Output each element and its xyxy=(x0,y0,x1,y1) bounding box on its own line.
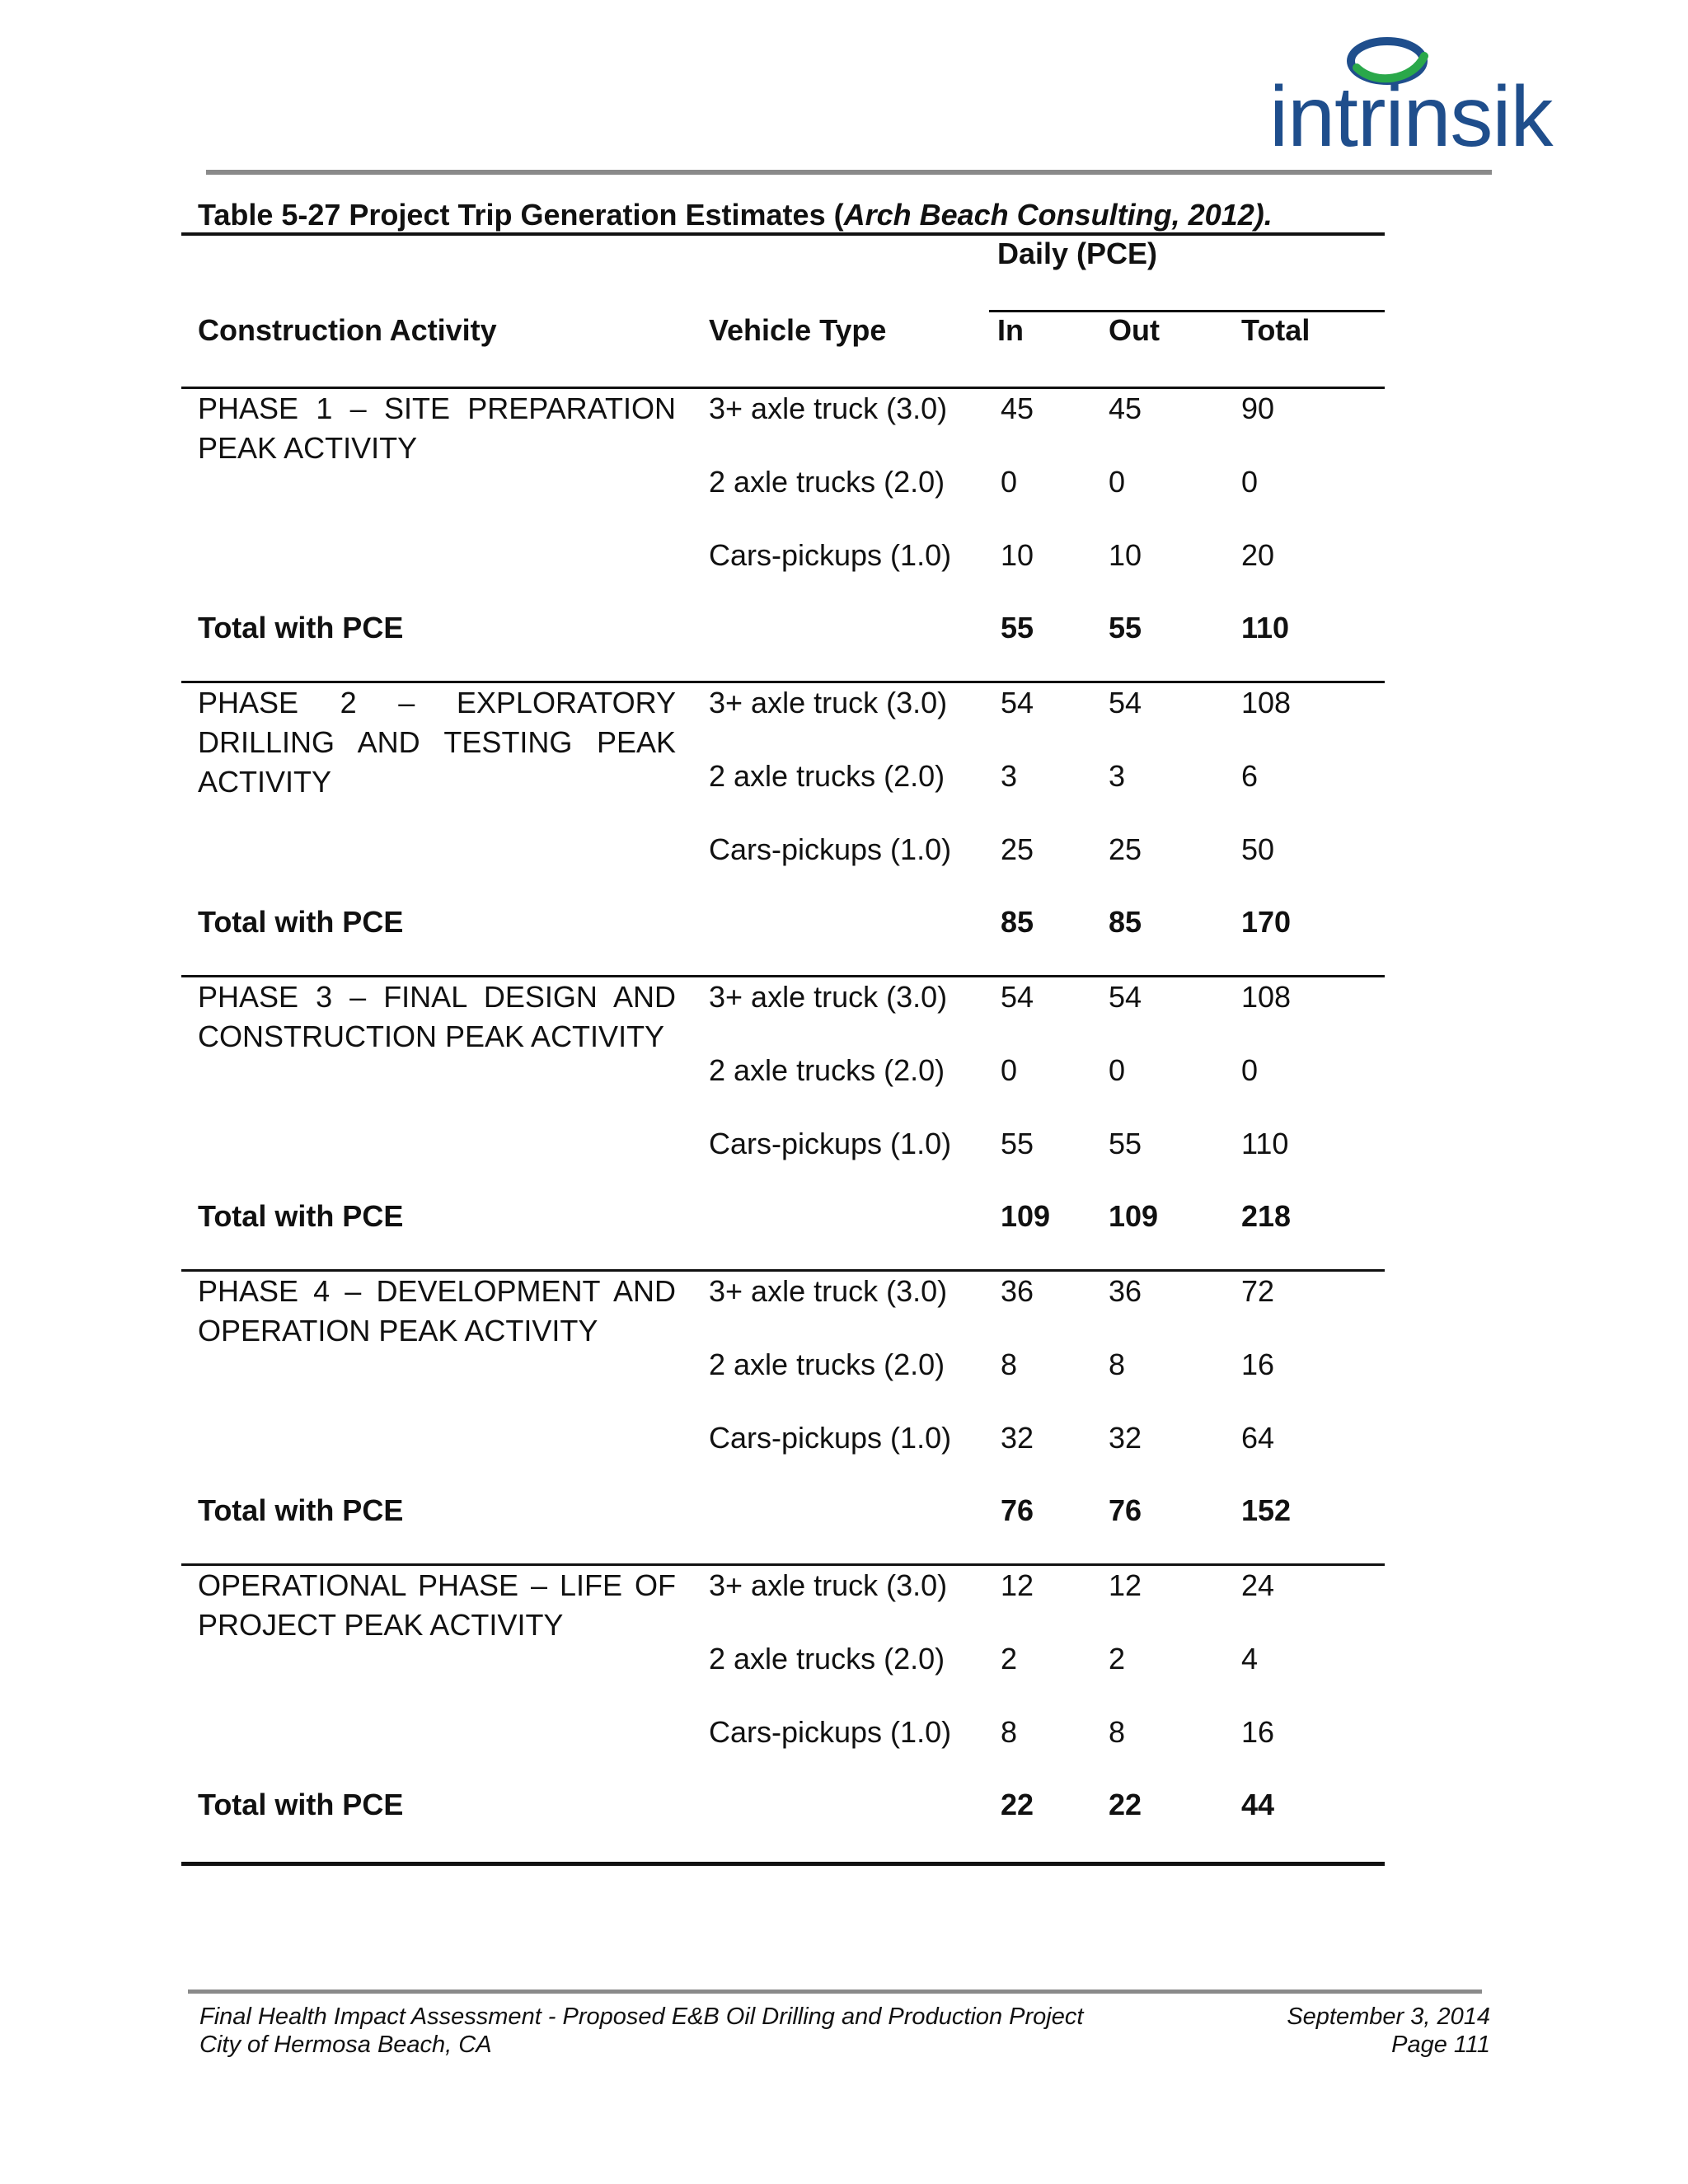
total-cell: 6 xyxy=(1241,759,1259,793)
construction-activity-label: PHASE 1 – SITE PREPARATION PEAK ACTIVITY xyxy=(198,391,676,465)
out-cell: 54 xyxy=(1109,686,1142,719)
total-cell: 110 xyxy=(1241,1127,1289,1160)
in-cell: 8 xyxy=(1001,1715,1018,1749)
footer-divider xyxy=(188,1990,1482,1994)
vehicle-type-cell: 2 axle trucks (2.0) xyxy=(709,1347,945,1381)
in-cell: 3 xyxy=(1001,759,1018,793)
group-header-rule xyxy=(989,310,1385,312)
total-cell: 0 xyxy=(1241,1053,1259,1087)
out-cell: 12 xyxy=(1109,1568,1142,1602)
vehicle-type-cell: 2 axle trucks (2.0) xyxy=(709,1642,945,1675)
total-total-cell: 44 xyxy=(1241,1788,1275,1821)
total-total-cell: 110 xyxy=(1241,611,1290,644)
out-cell: 3 xyxy=(1109,759,1126,793)
vehicle-type-cell: Cars-pickups (1.0) xyxy=(709,832,952,866)
total-with-pce-label: Total with PCE xyxy=(198,1199,404,1233)
header-out: Out xyxy=(1109,313,1160,347)
vehicle-type-cell: 3+ axle truck (3.0) xyxy=(709,686,948,719)
total-in-cell: 85 xyxy=(1001,905,1034,939)
in-cell: 55 xyxy=(1001,1127,1034,1160)
header-vehicle-type: Vehicle Type xyxy=(709,313,887,347)
footer-page-number: Page 111 xyxy=(1391,2032,1490,2058)
logo-text: intrinsik xyxy=(1269,69,1553,165)
total-cell: 108 xyxy=(1241,686,1292,719)
total-total-cell: 152 xyxy=(1241,1493,1292,1527)
daily-pce-header: Daily (PCE) xyxy=(997,237,1158,270)
table-caption xyxy=(198,198,1273,232)
total-with-pce-label: Total with PCE xyxy=(198,905,404,939)
total-total-cell: 170 xyxy=(1241,905,1292,939)
out-cell: 8 xyxy=(1109,1715,1126,1749)
vehicle-type-cell: 3+ axle truck (3.0) xyxy=(709,391,948,425)
out-cell: 25 xyxy=(1109,832,1142,866)
total-cell: 108 xyxy=(1241,980,1292,1014)
total-total-cell: 218 xyxy=(1241,1199,1292,1233)
total-cell: 24 xyxy=(1241,1568,1275,1602)
in-cell: 45 xyxy=(1001,391,1034,425)
in-cell: 12 xyxy=(1001,1568,1034,1602)
out-cell: 8 xyxy=(1109,1347,1126,1381)
in-cell: 54 xyxy=(1001,686,1034,719)
out-cell: 54 xyxy=(1109,980,1142,1014)
total-cell: 50 xyxy=(1241,832,1275,866)
total-cell: 90 xyxy=(1241,391,1275,425)
total-cell: 64 xyxy=(1241,1421,1275,1455)
total-with-pce-label: Total with PCE xyxy=(198,611,404,644)
total-with-pce-label: Total with PCE xyxy=(198,1493,404,1527)
table-bottom-rule xyxy=(181,1862,1385,1866)
total-in-cell: 22 xyxy=(1001,1788,1034,1821)
out-cell: 36 xyxy=(1109,1274,1142,1308)
total-in-cell: 76 xyxy=(1001,1493,1034,1527)
total-cell: 20 xyxy=(1241,538,1275,572)
total-cell: 16 xyxy=(1241,1715,1275,1749)
out-cell: 2 xyxy=(1109,1642,1126,1675)
out-cell: 32 xyxy=(1109,1421,1142,1455)
out-cell: 10 xyxy=(1109,538,1142,572)
total-out-cell: 22 xyxy=(1109,1788,1142,1821)
in-cell: 25 xyxy=(1001,832,1034,866)
caption-prefix: Table 5-27 Project Trip Generation Estimates ( xyxy=(198,198,844,232)
total-in-cell: 55 xyxy=(1001,611,1034,644)
vehicle-type-cell: Cars-pickups (1.0) xyxy=(709,538,952,572)
out-cell: 45 xyxy=(1109,391,1142,425)
out-cell: 0 xyxy=(1109,1053,1126,1087)
construction-activity-label: PHASE 2 – EXPLORATORY DRILLING AND TESTING PEAK ACTIVITY xyxy=(198,686,676,799)
footer-date: September 3, 2014 xyxy=(1287,2004,1490,2030)
in-cell: 32 xyxy=(1001,1421,1034,1455)
caption-source: Arch Beach Consulting, 2012). xyxy=(843,198,1273,232)
total-out-cell: 85 xyxy=(1109,905,1142,939)
in-cell: 36 xyxy=(1001,1274,1034,1308)
header-construction-activity: Construction Activity xyxy=(198,313,497,347)
header-total: Total xyxy=(1241,313,1311,347)
in-cell: 0 xyxy=(1001,1053,1018,1087)
header-divider xyxy=(206,170,1492,175)
total-cell: 72 xyxy=(1241,1274,1275,1308)
in-cell: 54 xyxy=(1001,980,1034,1014)
intrinsik-logo xyxy=(1269,31,1553,165)
total-out-cell: 55 xyxy=(1109,611,1142,644)
vehicle-type-cell: Cars-pickups (1.0) xyxy=(709,1715,952,1749)
vehicle-type-cell: Cars-pickups (1.0) xyxy=(709,1127,952,1160)
total-cell: 4 xyxy=(1241,1642,1259,1675)
table-top-rule xyxy=(181,232,1385,236)
construction-activity-label: OPERATIONAL PHASE – LIFE OF PROJECT PEAK ACTIVITY xyxy=(198,1568,676,1642)
vehicle-type-cell: 3+ axle truck (3.0) xyxy=(709,980,948,1014)
total-out-cell: 76 xyxy=(1109,1493,1142,1527)
vehicle-type-cell: 3+ axle truck (3.0) xyxy=(709,1568,948,1602)
footer-document-title: Final Health Impact Assessment - Proposed E&B Oil Drilling and Production Project xyxy=(199,2004,1084,2030)
vehicle-type-cell: 2 axle trucks (2.0) xyxy=(709,465,945,499)
vehicle-type-cell: 3+ axle truck (3.0) xyxy=(709,1274,948,1308)
construction-activity-label: PHASE 3 – FINAL DESIGN AND CONSTRUCTION PEAK ACTIVITY xyxy=(198,980,676,1053)
footer-location: City of Hermosa Beach, CA xyxy=(199,2032,492,2058)
vehicle-type-cell: 2 axle trucks (2.0) xyxy=(709,759,945,793)
construction-activity-label: PHASE 4 – DEVELOPMENT AND OPERATION PEAK ACTIVITY xyxy=(198,1274,676,1347)
out-cell: 0 xyxy=(1109,465,1126,499)
total-with-pce-label: Total with PCE xyxy=(198,1788,404,1821)
header-in: In xyxy=(997,313,1024,347)
vehicle-type-cell: 2 axle trucks (2.0) xyxy=(709,1053,945,1087)
in-cell: 2 xyxy=(1001,1642,1018,1675)
out-cell: 55 xyxy=(1109,1127,1142,1160)
vehicle-type-cell: Cars-pickups (1.0) xyxy=(709,1421,952,1455)
total-out-cell: 109 xyxy=(1109,1199,1159,1233)
total-cell: 0 xyxy=(1241,465,1259,499)
in-cell: 0 xyxy=(1001,465,1018,499)
total-in-cell: 109 xyxy=(1001,1199,1051,1233)
total-cell: 16 xyxy=(1241,1347,1275,1381)
in-cell: 8 xyxy=(1001,1347,1018,1381)
in-cell: 10 xyxy=(1001,538,1034,572)
